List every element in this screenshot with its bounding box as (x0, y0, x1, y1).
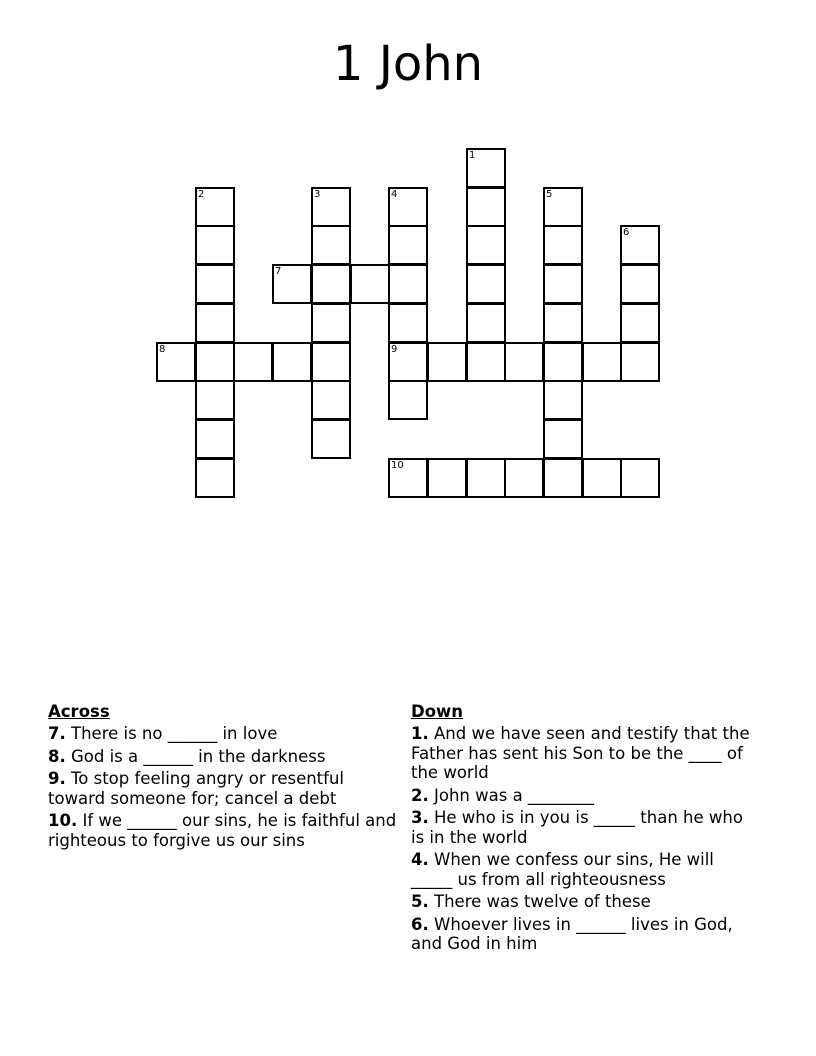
crossword-cell[interactable] (466, 187, 506, 227)
crossword-cell[interactable] (311, 342, 351, 382)
crossword-cell[interactable] (311, 303, 351, 343)
clue-across-10 (48, 811, 398, 850)
clue-text: There was twelve of these (434, 892, 651, 911)
clue-across-9 (48, 769, 398, 808)
crossword-cell[interactable] (195, 264, 235, 304)
crossword-cell[interactable] (233, 342, 273, 382)
crossword-cell[interactable] (543, 264, 583, 304)
clue-text: And we have seen and testify that the Father has sent his Son to be the ____ of the world (411, 724, 750, 782)
crossword-cell[interactable] (195, 303, 235, 343)
clue-number: 1. (411, 724, 429, 743)
clue-text: There is no ______ in love (71, 724, 278, 743)
cell-number: 2 (198, 189, 205, 200)
cell-number: 1 (469, 150, 476, 161)
crossword-cell[interactable] (388, 458, 428, 498)
crossword-cell[interactable] (195, 187, 235, 227)
crossword-cell[interactable] (543, 380, 583, 420)
crossword-cell[interactable] (427, 342, 467, 382)
clue-number: 2. (411, 785, 429, 805)
clue-number: 7. (48, 724, 66, 743)
clue-down-6 (411, 915, 751, 954)
across-heading: Across (48, 702, 110, 721)
crossword-cell[interactable] (311, 419, 351, 459)
clue-down-5 (411, 892, 751, 912)
crossword-cell[interactable] (543, 225, 583, 265)
clue-text: To stop feeling angry or resentful toward someone for; cancel a debt (48, 769, 345, 808)
crossword-cell[interactable] (620, 225, 660, 265)
cell-number: 8 (159, 344, 166, 355)
down-clues (411, 702, 751, 957)
crossword-cell[interactable] (466, 264, 506, 304)
crossword-cell[interactable] (195, 342, 235, 382)
clue-text: When we confess our sins, He will _____ us from all righteousness (411, 850, 714, 889)
clue-down-1 (411, 724, 751, 783)
clue-number: 6. (411, 914, 429, 934)
clue-across-8 (48, 747, 398, 767)
crossword-cell[interactable] (620, 303, 660, 343)
across-clues (48, 702, 398, 853)
crossword-cell[interactable] (195, 225, 235, 265)
crossword-cell[interactable] (582, 458, 622, 498)
clue-number: 5. (411, 892, 429, 911)
clue-number: 10. (48, 811, 78, 830)
crossword-cell[interactable] (543, 458, 583, 498)
cell-number: 9 (391, 344, 398, 355)
clue-down-2 (411, 786, 751, 806)
crossword-cell[interactable] (350, 264, 390, 304)
clue-number: 3. (411, 808, 429, 827)
clue-text: He who is in you is _____ than he who is in the world (411, 808, 743, 847)
crossword-cell[interactable] (620, 264, 660, 304)
page-title: 1 John (332, 36, 484, 92)
crossword-cell[interactable] (311, 225, 351, 265)
crossword-cell[interactable] (311, 380, 351, 420)
crossword-cell[interactable] (311, 187, 351, 227)
crossword-cell[interactable] (272, 264, 312, 304)
crossword-cell[interactable] (466, 303, 506, 343)
crossword-cell[interactable] (156, 342, 196, 382)
clue-text: John was a ________ (434, 785, 594, 805)
cell-number: 5 (546, 189, 553, 200)
cell-number: 6 (623, 227, 630, 238)
crossword-cell[interactable] (388, 342, 428, 382)
crossword-cell[interactable] (620, 458, 660, 498)
crossword-cell[interactable] (388, 225, 428, 265)
crossword-cell[interactable] (543, 419, 583, 459)
crossword-cell[interactable] (466, 225, 506, 265)
clue-number: 4. (411, 850, 429, 869)
clue-number: 9. (48, 769, 66, 788)
clue-text: God is a ______ in the darkness (71, 746, 326, 766)
crossword-cell[interactable] (466, 342, 506, 382)
cell-number: 10 (391, 460, 404, 471)
clue-down-4 (411, 850, 751, 889)
crossword-cell[interactable] (582, 342, 622, 382)
crossword-cell[interactable] (272, 342, 312, 382)
crossword-cell[interactable] (427, 458, 467, 498)
crossword-cell[interactable] (504, 342, 544, 382)
cell-number: 7 (275, 266, 282, 277)
crossword-cell[interactable] (388, 380, 428, 420)
crossword-cell[interactable] (620, 342, 660, 382)
crossword-cell[interactable] (543, 187, 583, 227)
cell-number: 3 (314, 189, 321, 200)
crossword-cell[interactable] (311, 264, 351, 304)
crossword-grid (0, 0, 816, 520)
cell-number: 4 (391, 189, 398, 200)
crossword-cell[interactable] (466, 458, 506, 498)
clue-number: 8. (48, 746, 66, 766)
crossword-cell[interactable] (195, 380, 235, 420)
crossword-cell[interactable] (543, 303, 583, 343)
crossword-cell[interactable] (388, 187, 428, 227)
crossword-cell[interactable] (466, 148, 506, 188)
clue-text: If we ______ our sins, he is faithful and righteous to forgive us our sins (48, 811, 397, 850)
crossword-cell[interactable] (543, 342, 583, 382)
crossword-cell[interactable] (195, 458, 235, 498)
crossword-cell[interactable] (388, 303, 428, 343)
clue-down-3 (411, 808, 751, 847)
clue-text: Whoever lives in ______ lives in God, and God in him (411, 914, 733, 953)
crossword-cell[interactable] (195, 419, 235, 459)
crossword-cell[interactable] (388, 264, 428, 304)
down-heading: Down (411, 702, 464, 721)
clue-across-7 (48, 724, 398, 744)
crossword-cell[interactable] (504, 458, 544, 498)
